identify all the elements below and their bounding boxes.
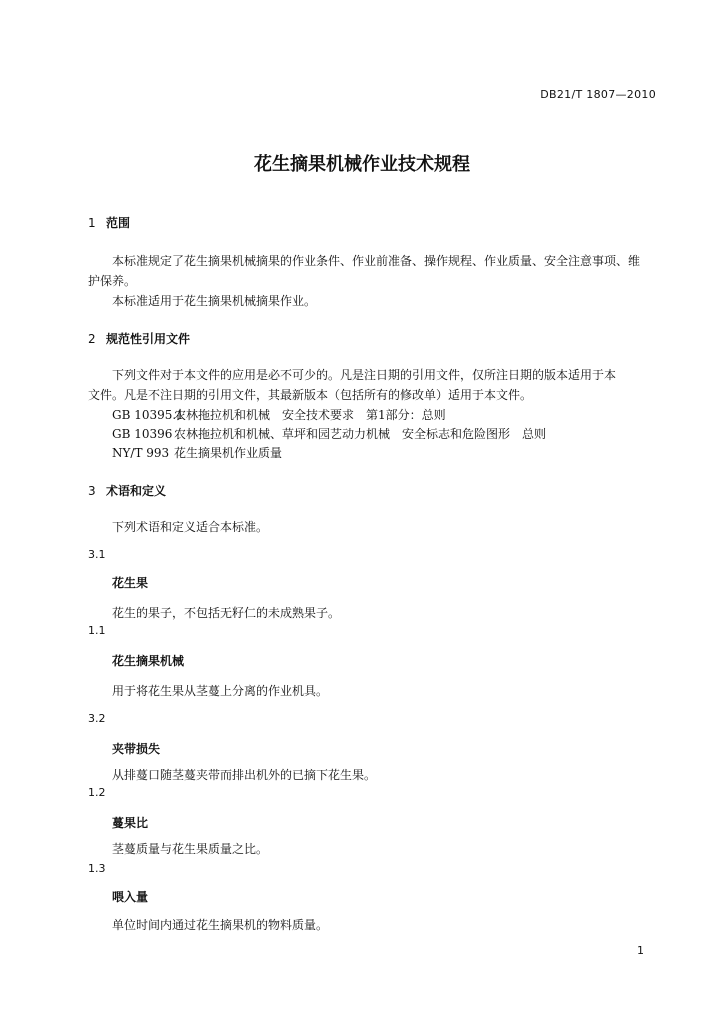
term-definition: 单位时间内通过花生摘果机的物料质量。 <box>112 918 329 932</box>
section-number: 3 <box>88 484 96 498</box>
reference-title: 农林拖拉机和机械、草坪和园艺动力机械 安全标志和危险图形 总则 <box>174 427 547 441</box>
term-definition: 从排蔓口随茎蔓夹带而排出机外的已摘下花生果。 <box>112 768 377 782</box>
section-title: 范围 <box>106 216 131 230</box>
reference-code: NY/T 993 <box>112 446 170 460</box>
page-number: 1 <box>637 944 644 957</box>
term-definition: 茎蔓质量与花生果质量之比。 <box>112 842 269 856</box>
paragraph: 本标准规定了花生摘果机械摘果的作业条件、作业前准备、操作规程、作业质量、安全注意事项、维 <box>112 254 641 268</box>
term-name: 花生摘果机械 <box>112 654 185 668</box>
reference-item <box>112 425 546 442</box>
section-number: 2 <box>88 332 96 346</box>
term-number: 3.2 <box>88 712 106 725</box>
reference-code: GB 10395.1 <box>112 408 184 422</box>
section-heading-normative-references <box>88 330 190 347</box>
standard-number: DB21/T 1807—2010 <box>540 88 656 101</box>
reference-code: GB 10396 <box>112 427 173 441</box>
paragraph-continuation: 护保养。 <box>88 274 137 288</box>
term-number: 1.2 <box>88 786 106 799</box>
document-title: 花生摘果机械作业技术规程 <box>254 154 470 175</box>
term-number: 1.3 <box>88 862 106 875</box>
term-name: 喂入量 <box>112 890 149 904</box>
term-number: 3.1 <box>88 548 106 561</box>
section-heading-scope <box>88 214 130 231</box>
section-title: 术语和定义 <box>106 484 167 498</box>
term-name: 蔓果比 <box>112 816 149 830</box>
paragraph: 下列术语和定义适合本标准。 <box>112 520 269 534</box>
reference-title: 花生摘果机作业质量 <box>174 446 283 460</box>
section-title: 规范性引用文件 <box>106 332 191 346</box>
term-definition: 用于将花生果从茎蔓上分离的作业机具。 <box>112 684 329 698</box>
term-name: 夹带损失 <box>112 742 161 756</box>
reference-item <box>112 406 446 423</box>
term-number: 1.1 <box>88 624 106 637</box>
paragraph: 下列文件对于本文件的应用是必不可少的。凡是注日期的引用文件，仅所注日期的版本适用于本 <box>112 368 617 382</box>
reference-item <box>112 444 282 461</box>
reference-title: 农林拖拉机和机械 安全技术要求 第1部分：总则 <box>174 408 446 422</box>
section-number: 1 <box>88 216 96 230</box>
term-name: 花生果 <box>112 576 149 590</box>
paragraph: 本标准适用于花生摘果机械摘果作业。 <box>112 294 317 308</box>
term-definition: 花生的果子，不包括无籽仁的未成熟果子。 <box>112 606 341 620</box>
section-heading-terms-and-definitions <box>88 482 166 499</box>
paragraph-continuation: 文件。凡是不注日期的引用文件，其最新版本（包括所有的修改单）适用于本文件。 <box>88 388 533 402</box>
